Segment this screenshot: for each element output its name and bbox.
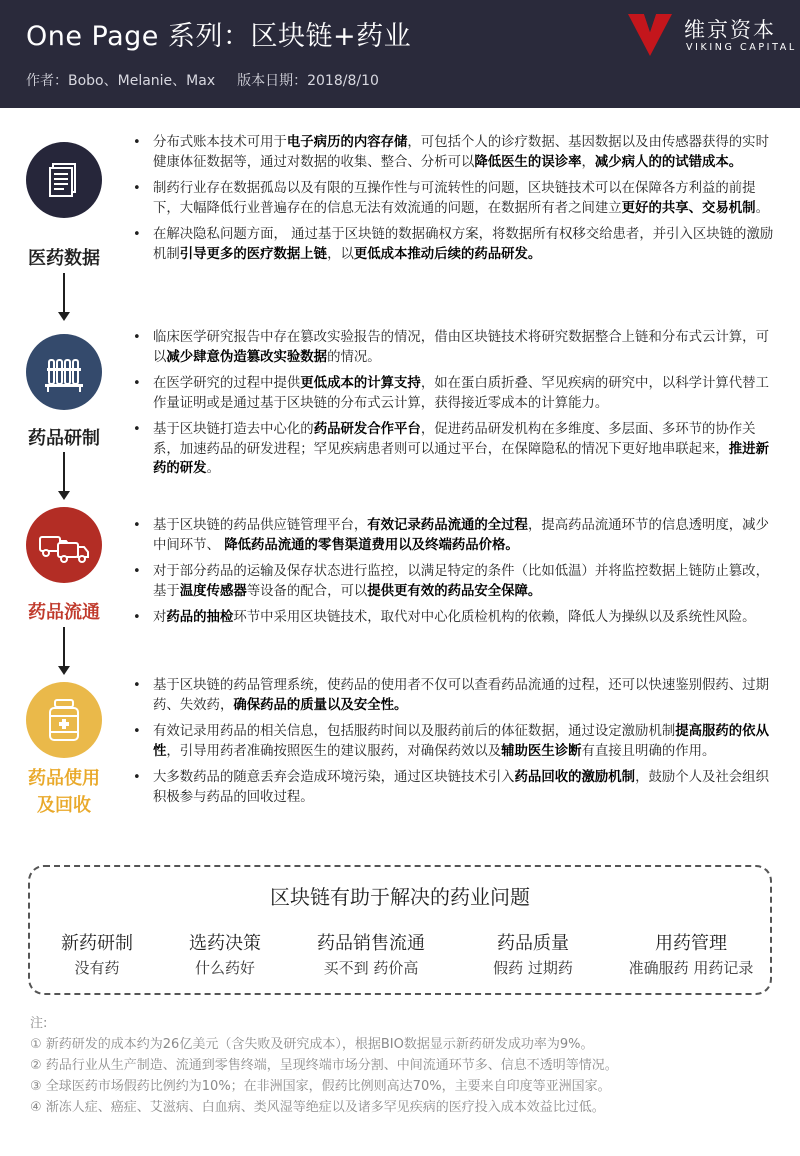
- delivery-trucks-icon: [26, 507, 102, 583]
- body-text: 基于区块链的药品供应链管理平台，: [153, 518, 368, 533]
- body-text: 在医学研究的过程中提供: [153, 376, 301, 391]
- body-text: ，: [581, 154, 595, 170]
- emphasis-text: 推进新药的研发: [153, 441, 769, 476]
- footnote-item: ① 新药研发的成本约为26亿美元（含失败及研究成本），根据BIO数据显示新药研发成功率为9%。: [30, 1037, 594, 1052]
- authors-text: 作者：Bobo、Melanie、Max: [26, 73, 216, 89]
- stage-bullets-usage: [131, 676, 781, 814]
- body-text: 在解决隐私问题方面， 通过基于区块链的数据确权方案，将数据所有权移交给患者，并引入区块链的激励机制: [153, 227, 774, 262]
- logo-name-en: VIKING CAPITAL: [686, 42, 797, 53]
- emphasis-text: 降低药品流通的零售渠道费用以及终端药品价格。: [224, 537, 519, 553]
- header-banner: [0, 0, 800, 108]
- footnotes: [30, 1012, 790, 1118]
- bullet-item: [131, 374, 781, 413]
- problem-title: 新药研制: [61, 933, 133, 954]
- body-text: 等设备的配合，可以: [246, 583, 368, 599]
- emphasis-text: 辅助医生诊断: [501, 743, 582, 759]
- test-tubes-icon: [26, 334, 102, 410]
- body-text: ，可包括个人的诊疗数据、基因数据以及由传感器获得的实时健康体征数据等，通过对数据的收集、整合、分析可以: [153, 135, 769, 170]
- viking-logo-icon: [628, 14, 672, 56]
- problem-title: 药品销售流通: [317, 933, 425, 954]
- problem-title: 药品质量: [497, 933, 569, 954]
- stage-label-research: 药品研制: [28, 428, 100, 449]
- problem-desc: 准确服药 用药记录: [628, 959, 754, 977]
- footnote-item: ② 药品行业从生产制造、流通到零售终端，呈现终端市场分割、中间流通环节多、信息不透明等情况。: [30, 1058, 618, 1073]
- bullet-item: [131, 608, 781, 628]
- body-text: ，提高药品流通环节的信息透明度，减少中间环节、: [153, 518, 769, 553]
- problem-item: [296, 929, 446, 978]
- emphasis-text: 降低医生的误诊率: [474, 154, 582, 170]
- author-line: [26, 70, 379, 90]
- bullet-item: [131, 133, 781, 172]
- body-text: 有直接且明确的作用。: [581, 743, 716, 759]
- body-text: ，鼓励个人及社会组织积极参与药品的回收过程。: [153, 770, 769, 805]
- problem-title: 用药管理: [655, 933, 727, 954]
- emphasis-text: 确保药品的质量以及安全性。: [233, 697, 408, 713]
- body-text: 对于部分药品的运输及保存状态进行监控，以满足特定的条件（比如低温）并将监控数据上链防止篡改，基于: [153, 564, 769, 599]
- body-text: 制药行业存在数据孤岛以及有限的互操作性与可流转性的问题，区块链技术可以在保障各方利益的前提下，大幅降低行业普遍存在的信息无法有效流通的问题，在数据所有者之间建立: [153, 181, 756, 216]
- body-text: 基于区块链打造去中心化的: [153, 422, 314, 437]
- emphasis-text: 电子病历的内容存储: [286, 135, 408, 150]
- bullet-item: [131, 225, 781, 264]
- problem-item: [616, 929, 766, 978]
- problem-desc: 什么药好: [194, 959, 255, 977]
- emphasis-text: 有效记录药品流通的全过程: [367, 518, 528, 533]
- emphasis-text: 药品研发合作平台: [313, 422, 421, 437]
- problem-desc: 买不到 药价高: [323, 959, 419, 977]
- emphasis-text: 更低成本的计算支持: [300, 376, 421, 391]
- emphasis-text: 提高服药的依从性: [153, 724, 769, 759]
- bullet-item: [131, 516, 781, 555]
- stage-bullets-data: [131, 133, 781, 271]
- emphasis-text: 更好的共享、交易机制: [621, 200, 756, 216]
- medicine-bottle-icon: [26, 682, 102, 758]
- bullet-item: [131, 768, 781, 807]
- body-text: ，引导用药者准确按照医生的建议服药，对确保药效以及: [166, 743, 502, 759]
- logo-name-cn: 维京资本: [684, 18, 776, 42]
- body-text: ，如在蛋白质折叠、罕见疾病的研究中，以科学计算代替工作量证明或是通过基于区块链的分布式云计算，获得接近零成本的计算能力。: [153, 376, 769, 411]
- stage-label-data: 医药数据: [28, 248, 100, 269]
- emphasis-text: 药品的抽检: [166, 610, 234, 625]
- stage-bullets-research: [131, 328, 781, 486]
- footnote-item: ③ 全球医药市场假药比例约为10%；在非洲国家，假药比例则高达70%，主要来自印度等亚洲国家。: [30, 1079, 611, 1094]
- body-text: 分布式账本技术可用于: [153, 135, 287, 150]
- emphasis-text: 温度传感器: [179, 583, 247, 599]
- stage-label-circulation: 药品流通: [28, 602, 100, 623]
- body-text: 。: [206, 461, 220, 476]
- body-text: 。: [755, 200, 769, 216]
- stage-bullets-circulation: [131, 516, 781, 635]
- body-text: 对: [153, 610, 167, 625]
- flow-arrow: [63, 273, 65, 319]
- bullet-item: [131, 562, 781, 601]
- flow-arrow: [63, 452, 65, 498]
- bullet-item: [131, 676, 781, 715]
- problems-box: [28, 865, 772, 995]
- bullet-item: [131, 420, 781, 479]
- body-text: 环节中采用区块链技术，取代对中心化质检机构的依赖，降低人为操纵以及系统性风险。: [233, 610, 756, 625]
- problem-desc: 假药 过期药: [493, 959, 573, 977]
- footnote-item: ④ 渐冻人症、癌症、艾滋病、白血病、类风湿等绝症以及诸多罕见疾病的医疗投入成本效益比过低。: [30, 1100, 605, 1115]
- emphasis-text: 提供更有效的药品安全保障。: [367, 583, 542, 599]
- version-date: 版本日期：2018/8/10: [237, 73, 379, 89]
- emphasis-text: 引导更多的医疗数据上链: [179, 246, 328, 262]
- body-text: 基于区块链的药品管理系统，使药品的使用者不仅可以查看药品流通的过程，还可以快速鉴别假药、过期药、失效药，: [153, 678, 769, 713]
- stage-label-usage: 药品使用 及回收: [28, 768, 100, 816]
- emphasis-text: 减少肆意伪造篡改实验数据: [166, 349, 328, 365]
- problem-item: [458, 929, 608, 978]
- body-text: 的情况。: [327, 349, 381, 365]
- problems-title: 区块链有助于解决的药业问题: [270, 885, 530, 909]
- problem-item: [150, 929, 300, 978]
- notes-title: 注:: [30, 1016, 48, 1031]
- body-text: 有效记录用药品的相关信息，包括服药时间以及服药前后的体征数据，通过设定激励机制: [153, 724, 676, 739]
- flow-arrow: [63, 627, 65, 673]
- document-icon: [26, 142, 102, 218]
- page-title: One Page 系列：区块链+药业: [26, 21, 412, 52]
- body-text: 临床医学研究报告中存在篡改实验报告的情况，借由区块链技术将研究数据整合上链和分布式云计算，可以: [153, 330, 769, 365]
- bullet-item: [131, 328, 781, 367]
- problem-desc: 没有药: [74, 959, 120, 977]
- emphasis-text: 减少病人的的试错成本。: [594, 154, 743, 170]
- bullet-item: [131, 722, 781, 761]
- body-text: 大多数药品的随意丢弃会造成环境污染，通过区块链技术引入: [153, 770, 515, 785]
- emphasis-text: 更低成本推动后续的药品研发。: [353, 246, 542, 262]
- emphasis-text: 药品回收的激励机制: [514, 770, 636, 785]
- bullet-item: [131, 179, 781, 218]
- problem-title: 选药决策: [189, 933, 261, 954]
- body-text: ，促进药品研发机构在多维度、多层面、多环节的协作关系，加速药品的研发进程；罕见疾病患者则可以通过平台，在保障隐私的情况下更好地串联起来，: [153, 422, 756, 457]
- body-text: ，以: [327, 246, 354, 262]
